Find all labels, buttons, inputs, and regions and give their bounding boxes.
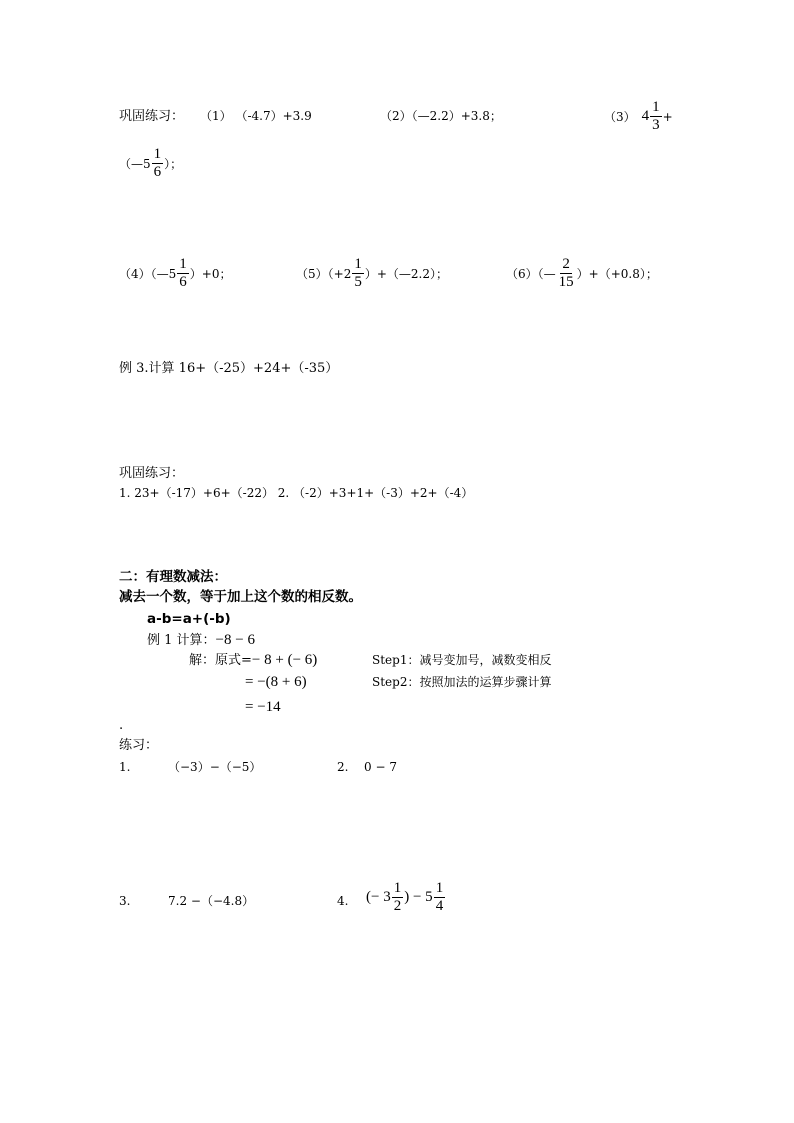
fraction-numerator: 1: [153, 146, 162, 162]
fraction-numerator: 2: [562, 256, 570, 272]
fraction-numerator: 1: [179, 256, 187, 272]
problem-4-suffix: ）+0；: [189, 266, 232, 281]
q4-fraction-2: [434, 881, 446, 914]
step-1: Step1：减号变加号，减数变相反: [372, 653, 552, 667]
fraction-numerator: 1: [435, 880, 444, 896]
example-3: 例 3.计算 16+（-25）+24+（-35）: [119, 361, 339, 376]
solution-line-1: [189, 653, 317, 668]
solution-label: 解：原式=: [189, 653, 252, 668]
problem-3-cont-fraction: [152, 147, 164, 180]
example-1: [147, 633, 255, 648]
subtraction-title: 二：有理数减法：: [119, 569, 227, 585]
q2-number: 2.: [337, 760, 349, 774]
fraction-denominator: 15: [558, 274, 574, 290]
practice1-heading: 巩固练习：: [119, 109, 185, 124]
problem-5: [296, 257, 448, 290]
problem-6-suffix: ）+（+0.8）；: [576, 266, 658, 281]
q3-number: 3.: [119, 894, 131, 908]
q1-expression: （−3）−（−5）: [168, 760, 262, 774]
q4-number: 4.: [337, 894, 349, 908]
practice3-heading: 练习：: [119, 738, 159, 753]
stray-dot: .: [119, 718, 124, 733]
problem-4: [119, 257, 231, 290]
problem-1: （1） （-4.7）+3.9: [200, 109, 312, 123]
problem-3-cont-close: ）；: [164, 156, 183, 171]
practice2-items: 1. 23+（-17）+6+（-22） 2. （-2）+3+1+（-3）+2+（-4）: [119, 486, 474, 500]
problem-4-fraction: [177, 257, 189, 290]
problem-3-fraction: [650, 100, 662, 133]
problem-6-fraction: [557, 257, 576, 290]
q1-number: 1.: [119, 760, 131, 774]
subtraction-rule: 减去一个数，等于加上这个数的相反数。: [119, 589, 362, 605]
problem-5-suffix: ）+（—2.2）；: [364, 266, 448, 281]
fraction-denominator: 4: [435, 898, 444, 914]
solution-expression-1: − 8 + (− 6): [251, 652, 318, 668]
problem-5-prefix: （5）（+2: [296, 266, 352, 281]
solution-line-3: = −14: [245, 699, 281, 715]
step-2: Step2：按照加法的运算步骤计算: [372, 675, 552, 689]
subtraction-formula: a-b=a+(-b): [147, 611, 231, 627]
q4-expression: [366, 881, 446, 914]
fraction-denominator: 2: [393, 898, 402, 914]
solution-line-2: = −(8 + 6): [245, 674, 307, 690]
problem-3-cont-open: （—5: [119, 156, 151, 171]
problem-2: （2）（—2.2）+3.8；: [380, 109, 502, 123]
problem-3-continued: [119, 147, 182, 180]
fraction-numerator: 1: [393, 880, 402, 896]
problem-5-fraction: [352, 257, 364, 290]
practice2-heading: 巩固练习：: [119, 466, 185, 481]
q4-open: (− 3: [366, 889, 391, 905]
fraction-numerator: 1: [652, 99, 660, 115]
problem-6-prefix: （6）（—: [506, 266, 556, 281]
problem-3-whole: 4: [641, 108, 650, 124]
fraction-denominator: 6: [179, 274, 187, 290]
problem-3: [604, 100, 673, 133]
fraction-numerator: 1: [354, 256, 362, 272]
fraction-denominator: 6: [153, 164, 162, 180]
fraction-denominator: 3: [652, 117, 660, 133]
problem-3-label: （3）: [604, 109, 636, 124]
problem-6: [506, 257, 658, 290]
problem-4-prefix: （4）（—5: [119, 266, 177, 281]
problem-3-plus: +: [662, 109, 673, 124]
q4-fraction-1: [392, 881, 404, 914]
example-1-expression: −8 − 6: [215, 632, 255, 648]
q3-expression: 7.2 −（−4.8）: [168, 894, 255, 908]
q4-middle: ) − 5: [404, 889, 433, 905]
example-1-label: 例 1 计算：: [147, 633, 216, 648]
q2-expression: 0 − 7: [364, 760, 397, 774]
fraction-denominator: 5: [354, 274, 362, 290]
